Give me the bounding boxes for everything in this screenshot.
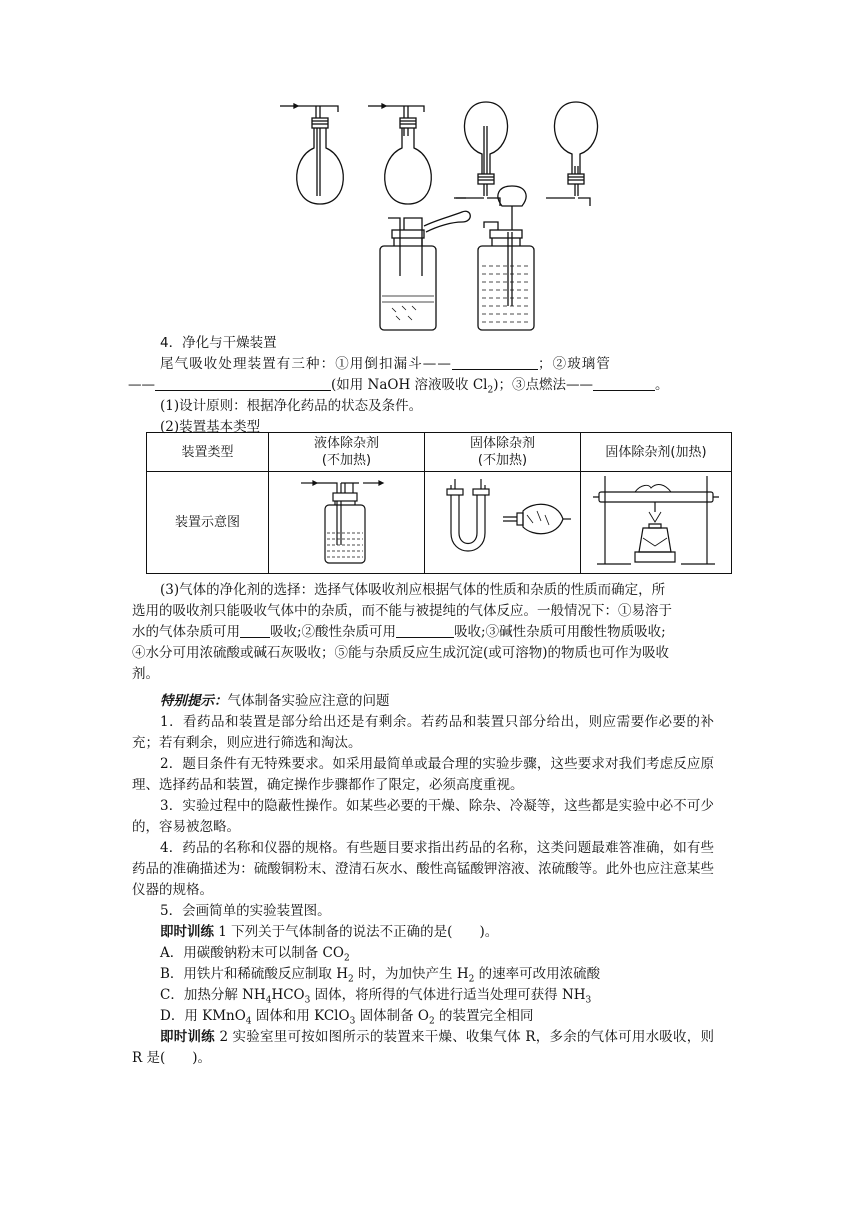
exercise-1-stem: 即时训练 1 下列关于气体制备的说法不正确的是( )。 <box>160 924 499 940</box>
flask-inlet-long-tube <box>280 104 343 204</box>
liquid-washer-cell <box>269 472 425 574</box>
exercise-1-option-d[interactable]: D．用 KMnO$_4$ 固体和用 KClO$_3$ 固体制备 $O_2$ 的装置完全相同 <box>160 1008 534 1027</box>
exercise-1-option-a[interactable]: A．用碳酸钠粉末可以制备 $CO_2$ <box>160 945 350 964</box>
tip-5: 5．会画简单的实验装置图。 <box>160 903 331 919</box>
device-types-table <box>146 432 732 574</box>
row-label: 装置示意图 <box>147 472 269 574</box>
collection-apparatus-figure <box>276 96 606 332</box>
tail-gas-paragraph: 尾气吸收处理装置有三种：①用倒扣漏斗—— ；②玻璃管 <box>160 356 611 372</box>
purifier-line-4: ④水分可用浓硫酸或碱石灰吸收；⑤能与杂质反应生成沉淀(或可溶物)的物质也可作为吸收 <box>132 645 670 661</box>
flask-inlet-short-tube <box>368 104 431 204</box>
tip-3: 3．实验过程中的隐蔽性操作。如某些必要的干燥、除杂、冷凝等，这些都是实验中必不可少的，容易被忽略。 <box>132 798 714 835</box>
solid-dryer-cell <box>425 472 581 574</box>
heated-combustion-tube-icon <box>591 472 721 568</box>
section-heading: 4．净化与干燥装置 <box>160 335 277 351</box>
wash-bottle-icon <box>297 475 397 565</box>
inverted-flask-short-tube <box>546 102 598 206</box>
header-label: 装置类型 <box>147 433 269 472</box>
purifier-section <box>132 580 714 1069</box>
purifier-line-5: 剂。 <box>132 666 159 682</box>
purifier-line-2: 选用的吸收剂只能吸收气体中的杂质，而不能与被提纯的气体反应。一般情况下：①易溶于 <box>132 603 672 619</box>
document-body <box>128 333 714 438</box>
device-table-wrap <box>132 430 732 576</box>
exercise-1-option-b[interactable]: B．用铁片和稀硫酸反应制取 $H_2$ 时，为加快产生 $H_2$ 的速率可改用浓硫酸 <box>160 966 601 985</box>
purifier-line-3: 水的气体杂质可用 吸收;②酸性杂质可用 吸收;③碱性杂质可用酸性物质吸收; <box>132 624 666 640</box>
exercise-1-option-c[interactable]: C．加热分解 $NH_4HCO_3$ 固体，将所得的气体进行适当处理可获得 $NH_3$ <box>160 987 592 1006</box>
heated-tube-cell <box>581 472 732 574</box>
blank-1[interactable] <box>452 355 538 370</box>
blank-acid[interactable] <box>396 623 454 638</box>
gas-bottle-with-balloon <box>380 211 470 330</box>
blank-water[interactable] <box>240 623 270 638</box>
tail-gas-paragraph-cont: —— (如用 NaOH 溶液吸收 $Cl_2$)；③点燃法—— 。 <box>128 377 669 396</box>
purifier-line-1: (3)气体的净化剂的选择：选择气体吸收剂应根据气体的性质和杂质的性质而确定，所 <box>160 582 666 598</box>
tip-1: 1．看药品和装置是部分给出还是有剩余。若药品和装置只部分给出，则应需要作必要的补充；若有剩余，则应进行筛选和淘汰。 <box>132 714 714 751</box>
gas-bottle-with-funnel <box>478 186 534 330</box>
tips-heading: 特别提示：气体制备实验应注意的问题 <box>160 693 390 709</box>
header-solid-heated: 固体除杂剂(加热) <box>581 433 732 472</box>
tip-4: 4．药品的名称和仪器的规格。有些题目要求指出药品的名称，这类问题最难答准确，如有些药品的准确描述为：硫酸铜粉末、澄清石灰水、酸性高锰酸钾溶液、浓硫酸等。此外也应注意某些仪器的规格。 <box>132 840 714 898</box>
blank-2[interactable] <box>155 376 331 391</box>
u-tube-and-drying-tube-icon <box>433 475 573 565</box>
basic-types-label: (2)装置基本类型 <box>160 419 261 435</box>
header-solid: 固体除杂剂 (不加热) <box>425 433 581 472</box>
tip-2: 2．题目条件有无特殊要求。如采用最简单或最合理的实验步骤，这些要求对我们考虑反应原理、选择药品和装置，确定操作步骤都作了限定，必须高度重视。 <box>132 756 714 793</box>
header-liquid: 液体除杂剂 (不加热) <box>269 433 425 472</box>
blank-3[interactable] <box>593 376 655 391</box>
exercise-2-stem: 即时训练 2 实验室里可按如图所示的装置来干燥、收集气体 R，多余的气体可用水吸收，则 R 是( )。 <box>132 1029 714 1066</box>
design-principle: (1)设计原则：根据净化药品的状态及条件。 <box>160 398 423 414</box>
